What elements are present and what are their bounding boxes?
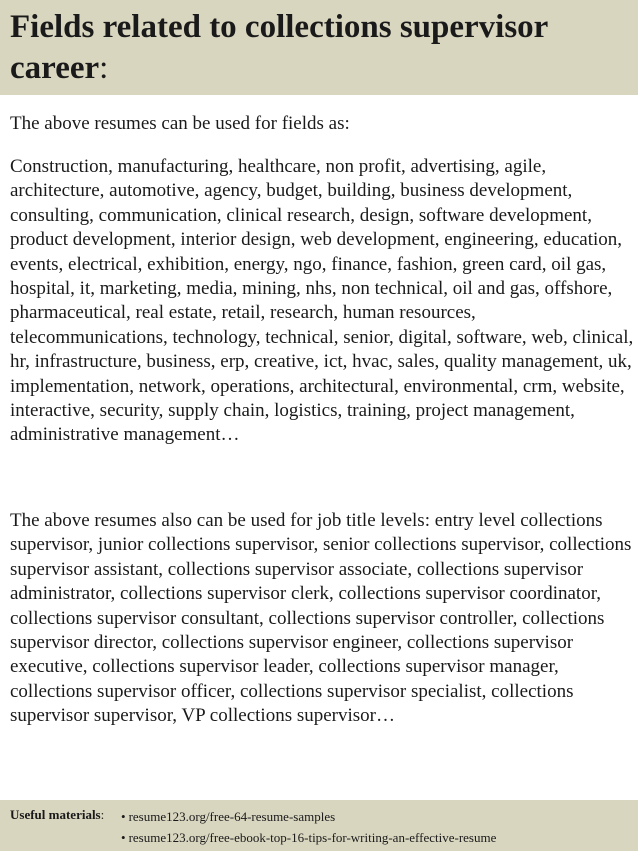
- job-levels-paragraph: The above resumes also can be used for job title levels: entry level collections supervisor, junior collections supervisor, senior collections supervisor, collections supervisor assistant, collections supervisor associate, collections supervisor administrator, collections supervisor clerk, collections supervisor coordinator, collections supervisor consultant, collections supervisor controller, collections supervisor director, collections supervisor engineer, collections supervisor executive, collections supervisor leader, collections supervisor manager, collections supervisor officer, collections supervisor specialist, collections supervisor supervisor, VP collections supervisor…: [10, 510, 632, 727]
- page-title-text: Fields related to collections supervisor career: [10, 9, 548, 86]
- useful-materials-label: [10, 806, 104, 823]
- useful-materials-label-colon: :: [100, 807, 105, 822]
- useful-material-link-1[interactable]: resume123.org/free-64-resume-samples: [128, 809, 336, 824]
- page-title: [10, 7, 630, 89]
- useful-material-item: [121, 806, 496, 827]
- intro-text: The above resumes can be used for fields as:: [10, 113, 350, 134]
- page-title-colon: :: [99, 50, 109, 86]
- useful-materials-label-text: Useful materials: [10, 807, 101, 822]
- bullet-icon: •: [121, 830, 126, 845]
- useful-material-link-2[interactable]: resume123.org/free-ebook-top-16-tips-for-writing-an-effective-resume: [128, 830, 497, 845]
- bullet-icon: •: [121, 809, 126, 824]
- fields-paragraph: Construction, manufacturing, healthcare, non profit, advertising, agile, architecture, automotive, agency, budget, building, business development, consulting, communication, clinical research, design, software development, product development, interior design, web development, engineering, education, events, electrical, exhibition, energy, ngo, finance, fashion, green card, oil gas, hospital, it, marketing, media, mining, nhs, non technical, oil and gas, offshore, pharmaceutical, real estate, retail, research, human resources, telecommunications, technology, technical, senior, digital, software, web, clinical, hr, infrastructure, business, erp, creative, ict, hvac, sales, quality management, uk, implementation, network, operations, architectural, environmental, crm, website, interactive, security, supply chain, logistics, training, project management, administrative management…: [10, 156, 634, 446]
- useful-materials-list: [121, 806, 496, 848]
- useful-material-item: [121, 827, 496, 848]
